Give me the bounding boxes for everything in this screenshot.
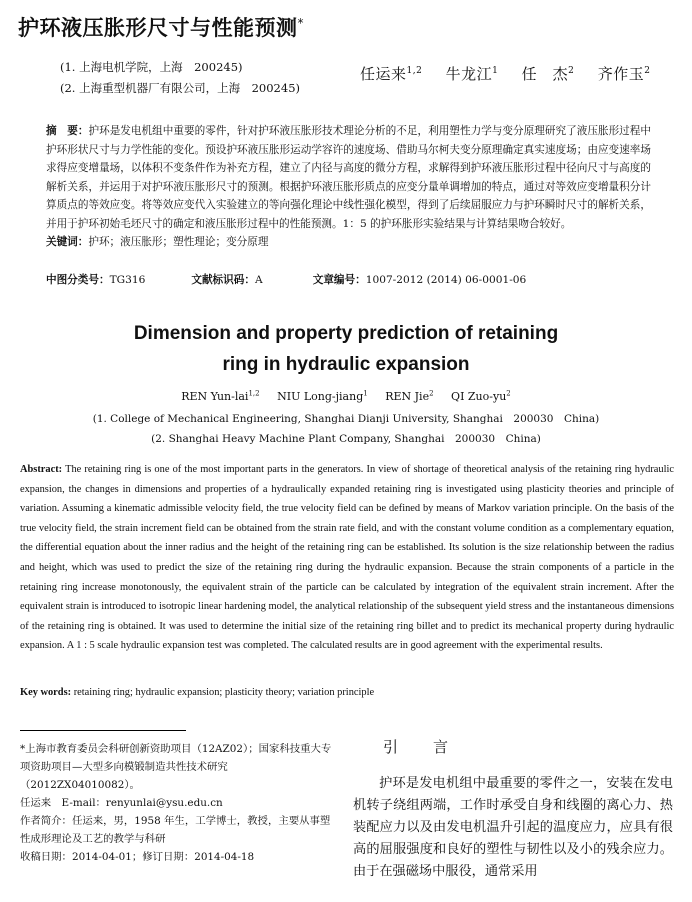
author-en: REN Yun-lai$^{1,2}$ bbox=[181, 389, 260, 403]
abstract-en-label: Abstract: bbox=[20, 464, 63, 475]
paper-title-cn bbox=[18, 12, 304, 42]
clc-label: 中图分类号： bbox=[46, 274, 110, 286]
classification-row bbox=[46, 272, 526, 287]
doc-code-value: A bbox=[254, 274, 263, 286]
affiliation-en-2: (2. Shanghai Heavy Machine Plant Company, Shanghai 200030 China) bbox=[151, 433, 541, 445]
title-footnote-mark: * bbox=[297, 16, 304, 30]
footnote bbox=[20, 740, 338, 866]
author-cn: 任运来$^{1,2}$ bbox=[360, 65, 423, 83]
affiliation-en-1: (1. College of Mechanical Engineering, Shanghai Dianji University, Shanghai 200030 China) bbox=[92, 413, 600, 425]
footnote-fund: *上海市教育委员会科研创新资助项目（12AZ02）；国家科技重大专项资助项目—大型多向模锻制造共性技术研究（2012ZX04010082）。 bbox=[20, 743, 332, 791]
doc-code-label: 文献标识码： bbox=[191, 274, 255, 286]
abstract-en-text: The retaining ring is one of the most important parts in the generators. In view of shortage of theoretical analysis of the retaining ring hydraulic expansion, the changes in dimensions and properties of a hydraulically expanded retaining ring is investigated using plasticity theories and principle of variation. Assuming a kinematic admissible velocity field, the true velocity field can be defined by means of Markov variation principle. On the basis of the true velocity field, the strain increment field can be obtained from the strain rate field, and with the constant volume condition as a complementary equation, the differential equation about the inner radius and the height of the retaining ring can be established. Its solution is the size relationship between the radius and height, which was used to predict the size of the retaining ring during the hydraulic expansion. Because the strain components of a particle in the retaining ring increase monotonously, the equivalent strain of the particle can be calculated by integration of the equivalent strain increment. After the equivalent strain is introduced to isotropic linear hardening model, the analytical relationship of the subsequent yield stress and the instantaneous dimensions of the retaining ring is obtained. It was used to determine the initial size of the retaining ring billet and to predict its mechanical property during hydraulic expansion. A 1 : 5 scale hydraulic expansion test was completed. The calculated results are in good agreement with the experimental results. bbox=[20, 464, 675, 652]
footnote-email: 任运来 E-mail：renyunlai@ysu.edu.cn bbox=[20, 797, 223, 809]
keywords-en bbox=[20, 687, 374, 698]
affiliation-cn-1: (1. 上海电机学院，上海 200245) bbox=[60, 60, 243, 74]
author-en: NIU Long-jiang$^1$ bbox=[277, 389, 368, 403]
abstract-en bbox=[20, 460, 674, 656]
affiliations-cn bbox=[60, 57, 300, 99]
footnote-divider bbox=[20, 730, 186, 731]
article-no-label: 文章编号： bbox=[312, 274, 366, 286]
abstract-cn-label: 摘 要： bbox=[46, 125, 89, 137]
clc-value: TG316 bbox=[109, 274, 146, 286]
abstract-cn bbox=[46, 122, 651, 252]
author-cn: 齐作玉$^2$ bbox=[597, 65, 651, 83]
paper-title-en-line2: ring in hydraulic expansion bbox=[222, 354, 470, 375]
author-cn: 牛龙江$^1$ bbox=[445, 65, 499, 83]
keywords-en-text: retaining ring; hydraulic expansion; plasticity theory; variation principle bbox=[73, 687, 375, 698]
abstract-cn-text: 护环是发电机组中重要的零件，针对护环液压胀形技术理论分析的不足，利用塑性力学与变分原理研究了液压胀形过程中护环形状尺寸与力学性能的变化。预设护环液压胀形运动学容许的速度场、借助马尔柯夫变分原理确定真实速度场；由应变速率场求得应变增量场，以体积不变条件作为补充方程，建立了内径与高度的微分方程，求解得到护环液压胀形过程中径向尺寸与高度的解析关系，并运用于对护环液压胀形尺寸的预测。根据护环液压胀形质点的应变分量单调增加的特点，通过对等效应变增量积分计算质点的等效应变。将等效应变代入实验建立的等向强化理论中线性强化模型，得到了后续屈服应力与护环瞬时尺寸的解析关系，并用于护环初始毛坯尺寸的确定和液压胀形过程中的性能预测。1：5 的护环胀形实验结果与计算结果吻合较好。 bbox=[46, 125, 652, 230]
footnote-bio: 作者简介：任运来，男，1958 年生，工学博士，教授，主要从事塑性成形理论及工艺的教学与科研 bbox=[20, 815, 331, 845]
authors-en bbox=[0, 389, 692, 403]
footnote-dates: 收稿日期：2014-04-01；修订日期：2014-04-18 bbox=[20, 851, 255, 863]
intro-heading: 引 言 bbox=[383, 738, 459, 756]
keywords-en-label: Key words: bbox=[20, 687, 72, 698]
authors-cn bbox=[360, 63, 650, 84]
article-no-value: 1007-2012 (2014) 06-0001-06 bbox=[365, 274, 527, 286]
paper-title-en-line1: Dimension and property prediction of retaining bbox=[133, 323, 559, 344]
paper-title-en bbox=[0, 318, 692, 380]
keywords-cn-text: 护环；液压胀形；塑性理论；变分原理 bbox=[88, 236, 269, 248]
intro-body bbox=[353, 773, 673, 883]
paper-title-cn-text: 护环液压胀形尺寸与性能预测 bbox=[18, 16, 298, 40]
keywords-cn-label: 关键词： bbox=[46, 236, 89, 248]
author-cn: 任 杰$^2$ bbox=[521, 65, 575, 83]
affiliation-cn-2: (2. 上海重型机器厂有限公司，上海 200245) bbox=[60, 81, 300, 95]
author-en: REN Jie$^2$ bbox=[385, 389, 434, 403]
keywords-cn bbox=[46, 233, 651, 252]
author-en: QI Zuo-$yu^2$ bbox=[451, 389, 511, 403]
intro-body-text: 护环是发电机组中最重要的零件之一，安装在发电机转子绕组两端，工作时承受自身和线圈的离心力、热装配应力以及由发电机温升引起的温度应力，应具有很高的屈服强度和良好的塑性与韧性以及小的残余应力。由于在强磁场中服役，通常采用 bbox=[353, 776, 673, 879]
